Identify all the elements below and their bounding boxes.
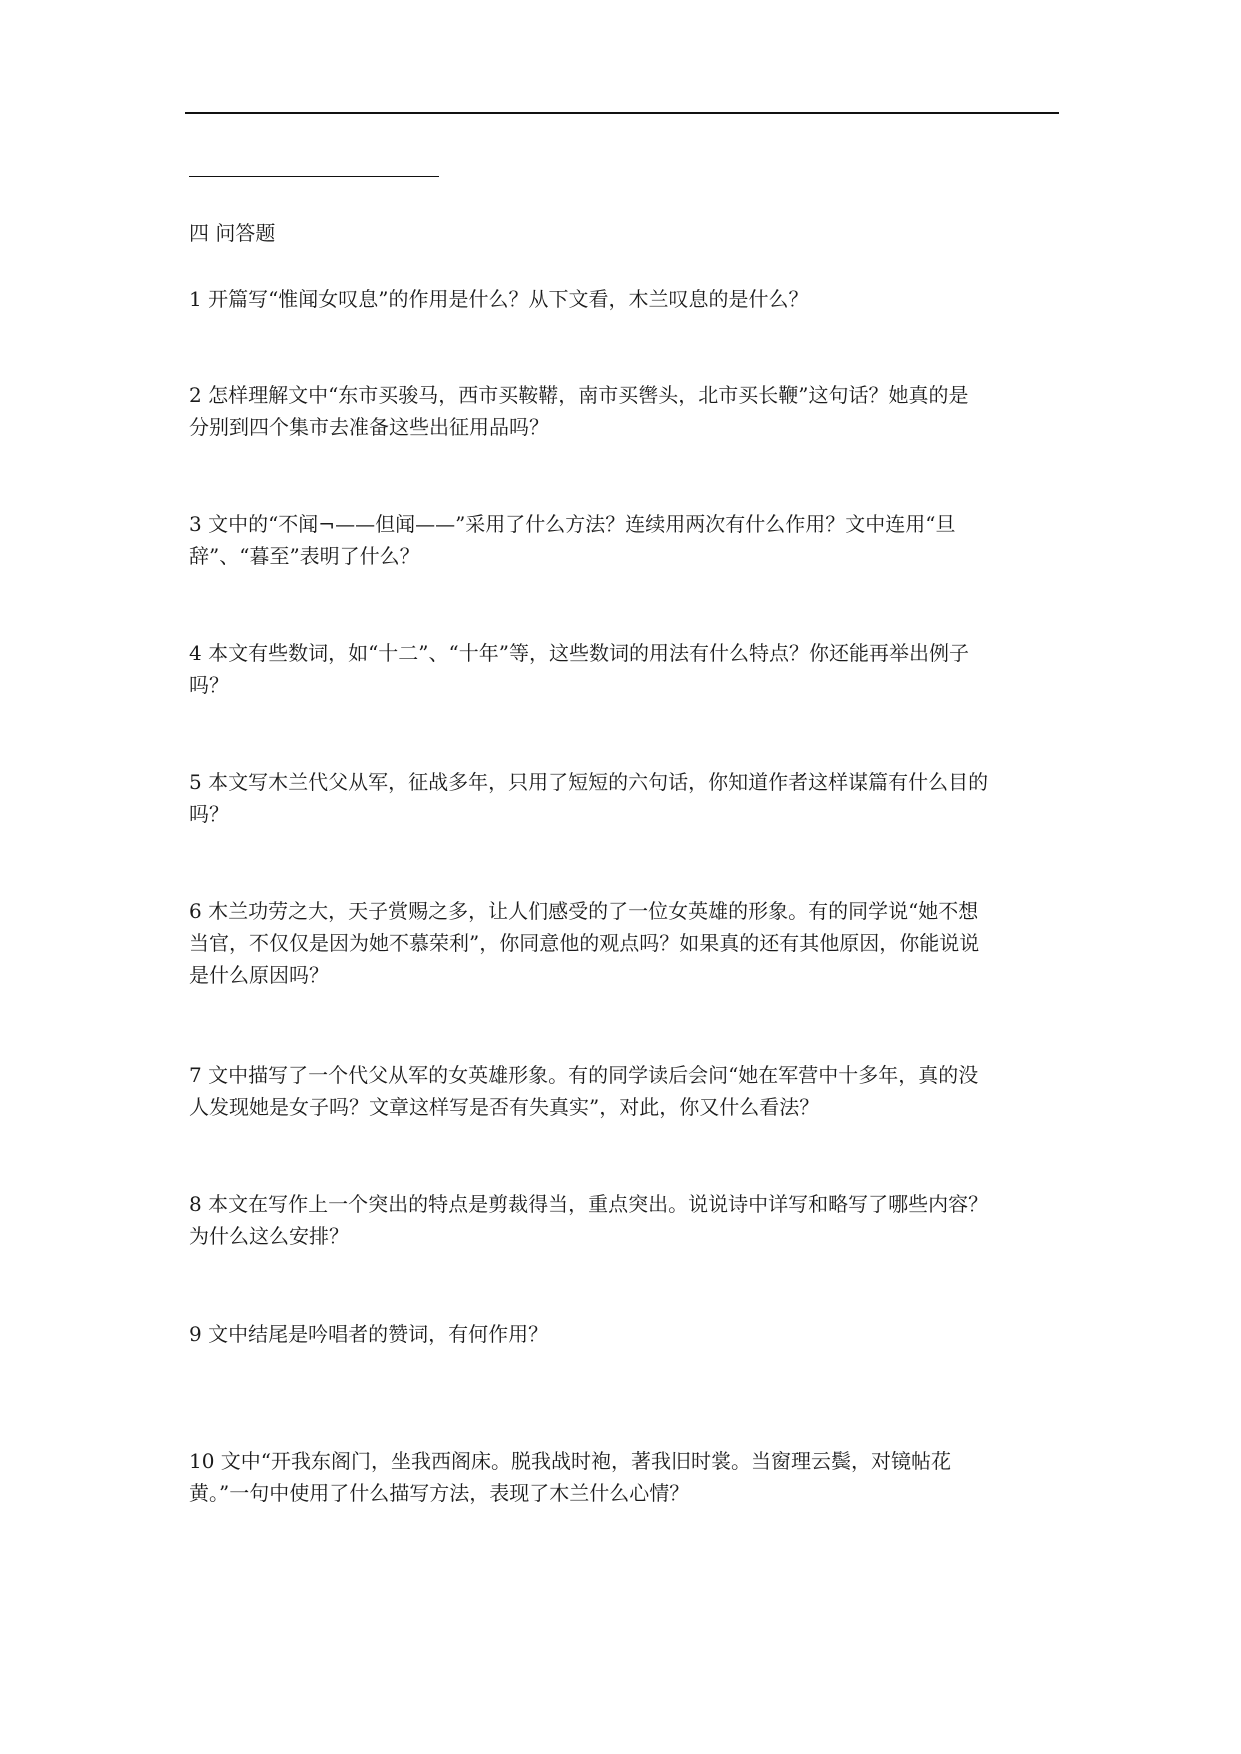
question-3-line-2: 辞”、“暮至”表明了什么？ bbox=[189, 544, 420, 568]
question-1 bbox=[189, 283, 1059, 315]
section-title: 四 问答题 bbox=[189, 221, 276, 245]
question-3 bbox=[189, 508, 1059, 572]
question-10-line-2: 黄。”一句中使用了什么描写方法，表现了木兰什么心情？ bbox=[189, 1481, 690, 1505]
question-1-line-1: 1 开篇写“惟闻女叹息”的作用是什么？从下文看，木兰叹息的是什么？ bbox=[189, 287, 809, 311]
question-9 bbox=[189, 1318, 1059, 1350]
question-4-line-2: 吗？ bbox=[189, 673, 229, 697]
question-6 bbox=[189, 895, 1059, 991]
question-10 bbox=[189, 1445, 1059, 1509]
question-7-line-2: 人发现她是女子吗？文章这样写是否有失真实”，对此，你又什么看法？ bbox=[189, 1095, 820, 1119]
question-5-line-1: 5 本文写木兰代父从军，征战多年，只用了短短的六句话，你知道作者这样谋篇有什么目的 bbox=[189, 770, 989, 794]
question-7 bbox=[189, 1059, 1059, 1123]
question-2-line-2: 分别到四个集市去准备这些出征用品吗？ bbox=[189, 415, 549, 439]
question-10-line-1: 10 文中“开我东阁门，坐我西阁床。脱我战时袍，著我旧时裳。当窗理云鬓，对镜帖花 bbox=[189, 1449, 952, 1473]
question-4-line-1: 4 本文有些数词，如“十二”、“十年”等，这些数词的用法有什么特点？你还能再举出例子 bbox=[189, 641, 969, 665]
question-8 bbox=[189, 1188, 1059, 1252]
answer-blank-line bbox=[189, 176, 439, 177]
question-9-line-1: 9 文中结尾是吟唱者的赞词，有何作用？ bbox=[189, 1322, 549, 1346]
question-5-line-2: 吗？ bbox=[189, 802, 229, 826]
question-4 bbox=[189, 637, 1059, 701]
question-5 bbox=[189, 766, 1059, 830]
question-2-line-1: 2 怎样理解文中“东市买骏马，西市买鞍鞯，南市买辔头，北市买长鞭”这句话？她真的是 bbox=[189, 383, 969, 407]
question-3-line-1: 3 文中的“不闻¬——但闻——”采用了什么方法？连续用两次有什么作用？文中连用“旦 bbox=[189, 512, 956, 536]
question-6-line-2: 当官，不仅仅是因为她不慕荣利”，你同意他的观点吗？如果真的还有其他原因，你能说说 bbox=[189, 931, 980, 955]
question-6-line-3: 是什么原因吗？ bbox=[189, 963, 329, 987]
question-6-line-1: 6 木兰功劳之大，天子赏赐之多，让人们感受的了一位女英雄的形象。有的同学说“她不想 bbox=[189, 899, 979, 923]
question-2 bbox=[189, 379, 1059, 443]
question-7-line-1: 7 文中描写了一个代父从军的女英雄形象。有的同学读后会问“她在军营中十多年，真的没 bbox=[189, 1063, 979, 1087]
question-8-line-1: 8 本文在写作上一个突出的特点是剪裁得当，重点突出。说说诗中详写和略写了哪些内容？ bbox=[189, 1192, 989, 1216]
header-rule bbox=[185, 112, 1059, 114]
question-8-line-2: 为什么这么安排？ bbox=[189, 1224, 349, 1248]
